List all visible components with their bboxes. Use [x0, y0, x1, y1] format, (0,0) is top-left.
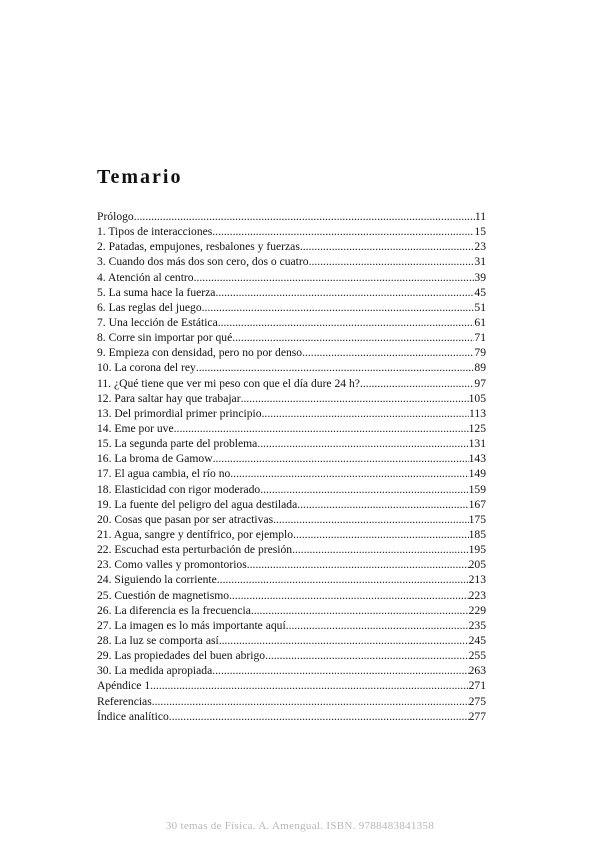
toc-entry-page: 61 [474, 315, 486, 329]
toc-entry-page: 223 [468, 588, 486, 602]
toc-dot-leader [302, 345, 474, 360]
toc-entry-title: 7. Una lección de Estática [97, 315, 218, 329]
toc-entry-title: 21. Agua, sangre y dentífrico, por ejemplo [97, 527, 294, 541]
toc-dot-leader [286, 618, 469, 633]
toc-dot-leader [260, 482, 468, 497]
toc-entry [97, 254, 486, 269]
toc-dot-leader [218, 315, 475, 330]
toc-entry-page: 31 [474, 255, 486, 269]
toc-entry-title: Referencias [97, 694, 152, 708]
toc-entry-title: 27. La imagen es lo más importante aquí [97, 618, 286, 632]
toc-entry-title: 24. Siguiendo la corriente [97, 573, 217, 587]
toc-entry [97, 285, 486, 300]
toc-entry-title: 5. La suma hace la fuerza [97, 285, 216, 299]
toc-entry-page: 23 [474, 240, 486, 254]
toc-entry [97, 224, 486, 239]
toc-entry [97, 270, 486, 285]
toc-dot-leader [215, 285, 474, 300]
toc-entry [97, 709, 486, 724]
toc-dot-leader [230, 466, 468, 481]
toc-dot-leader [169, 709, 469, 724]
toc-entry-page: 71 [474, 331, 486, 345]
toc-entry [97, 512, 486, 527]
toc-entry [97, 527, 486, 542]
toc-entry [97, 694, 486, 709]
toc-entry-title: 1. Tipos de interacciones [97, 225, 213, 239]
toc-entry-page: 11 [474, 210, 486, 223]
toc-entry [97, 376, 486, 391]
toc-entry-title: 17. El agua cambia, el río no [97, 467, 231, 481]
toc-dot-leader [309, 254, 475, 269]
toc-dot-leader [273, 512, 469, 527]
page-title: Temario [97, 166, 183, 188]
toc-entry [97, 466, 486, 481]
toc-entry-title: Apéndice 1 [97, 679, 151, 693]
toc-entry-title: 11. ¿Qué tiene que ver mi peso con que el día dure 24 h? [97, 376, 360, 390]
toc-dot-leader [202, 300, 475, 315]
toc-entry [97, 482, 486, 497]
toc-entry-page: 89 [474, 361, 486, 375]
toc-dot-leader [265, 648, 469, 663]
toc-entry [97, 678, 486, 693]
toc-entry [97, 436, 486, 451]
toc-entry-title: 22. Escuchad esta perturbación de presión [97, 543, 293, 557]
toc-entry-title: 16. La broma de Gamow [97, 452, 213, 466]
footer-watermark: 30 temas de Física. A. Amengual. ISBN. 9788483841358 [165, 820, 435, 832]
toc-entry-page: 245 [468, 633, 486, 647]
toc-entry-title: 25. Cuestión de magnetismo [97, 588, 230, 602]
toc-dot-leader [297, 497, 468, 512]
toc-entry-page: 271 [468, 679, 486, 693]
toc-entry-page: 143 [468, 452, 486, 466]
toc-entry [97, 542, 486, 557]
toc-entry-page: 159 [468, 482, 486, 496]
toc-dot-leader [293, 527, 469, 542]
toc-entry-title: 18. Elasticidad con rigor moderado [97, 482, 261, 496]
toc-entry-title: Índice analítico [97, 709, 169, 723]
toc-dot-leader [194, 270, 475, 285]
toc-entry-page: 185 [468, 527, 486, 541]
toc-dot-leader [213, 451, 469, 466]
toc-dot-leader [212, 663, 468, 678]
toc-entry-page: 97 [474, 376, 486, 390]
toc-entry [97, 603, 486, 618]
toc-dot-leader [229, 588, 469, 603]
toc-dot-leader [134, 209, 475, 224]
toc-entry [97, 557, 486, 572]
toc-entry-page: 213 [468, 573, 486, 587]
toc-entry-page: 15 [474, 225, 486, 239]
toc-entry-title: 19. La fuente del peligro del agua destilada [97, 497, 298, 511]
toc-dot-leader [150, 678, 468, 693]
toc-dot-leader [217, 572, 469, 587]
toc-entry-title: 26. La diferencia es la frecuencia [97, 603, 251, 617]
toc-entry [97, 572, 486, 587]
toc-entry-title: 13. Del primordial primer principio [97, 406, 262, 420]
toc-entry-title: 29. Las propiedades del buen abrigo [97, 649, 266, 663]
toc-entry [97, 330, 486, 345]
toc-dot-leader [257, 436, 468, 451]
toc-entry-page: 105 [468, 391, 486, 405]
toc-entry-title: 2. Patadas, empujones, resbalones y fuerzas [97, 240, 300, 254]
toc-entry [97, 451, 486, 466]
toc-entry [97, 315, 486, 330]
toc-dot-leader [152, 694, 469, 709]
toc-dot-leader [219, 633, 469, 648]
toc-dot-leader [292, 542, 469, 557]
toc-dot-leader [262, 406, 470, 421]
toc-entry-title: 30. La medida apropiada [97, 664, 213, 678]
toc-entry-page: 125 [468, 421, 486, 435]
toc-entry-title: Prólogo [97, 210, 134, 223]
toc-entry-page: 45 [474, 285, 486, 299]
toc-entry [97, 391, 486, 406]
toc-entry-page: 235 [468, 618, 486, 632]
toc-entry-page: 131 [468, 437, 486, 451]
toc-entry-title: 15. La segunda parte del problema [97, 437, 258, 451]
toc-entry [97, 209, 486, 224]
toc-entry [97, 663, 486, 678]
toc-entry-page: 39 [474, 270, 486, 284]
toc-entry-page: 149 [468, 467, 486, 481]
toc-entry-page: 113 [469, 406, 486, 420]
toc-entry-title: 28. La luz se comporta así [97, 633, 219, 647]
toc-entry [97, 345, 486, 360]
toc-entry [97, 406, 486, 421]
toc-dot-leader [300, 239, 475, 254]
toc-entry [97, 618, 486, 633]
toc-entry-page: 277 [468, 709, 486, 723]
toc-entry-title: 10. La corona del rey [97, 361, 196, 375]
toc-entry [97, 633, 486, 648]
toc-entry-page: 195 [468, 543, 486, 557]
toc-entry [97, 497, 486, 512]
toc-dot-leader [196, 360, 475, 375]
toc-dot-leader [360, 376, 474, 391]
toc-dot-leader [247, 557, 469, 572]
toc-dot-leader [241, 391, 469, 406]
toc-entry-page: 263 [468, 664, 486, 678]
toc-entry-title: 12. Para saltar hay que trabajar [97, 391, 241, 405]
toc-entry-page: 275 [468, 694, 486, 708]
toc-entry [97, 588, 486, 603]
toc-entry-title: 20. Cosas que pasan por ser atractivas [97, 512, 274, 526]
toc-entry-title: 14. Eme por uve [97, 421, 174, 435]
toc-entry [97, 360, 486, 375]
toc-dot-leader [232, 330, 474, 345]
toc-entry-title: 4. Atención al centro [97, 270, 194, 284]
toc-entry-page: 229 [468, 603, 486, 617]
table-of-contents [97, 209, 486, 724]
toc-entry-page: 51 [474, 300, 486, 314]
toc-entry-title: 3. Cuando dos más dos son cero, dos o cuatro [97, 255, 309, 269]
toc-entry-page: 205 [468, 558, 486, 572]
toc-entry-title: 9. Empieza con densidad, pero no por denso [97, 346, 303, 360]
toc-entry-title: 8. Corre sin importar por qué [97, 331, 233, 345]
toc-entry [97, 648, 486, 663]
toc-dot-leader [251, 603, 469, 618]
toc-entry-page: 255 [468, 649, 486, 663]
toc-entry-title: 23. Como valles y promontorios [97, 558, 247, 572]
toc-dot-leader [212, 224, 474, 239]
toc-entry [97, 300, 486, 315]
toc-entry-page: 175 [468, 512, 486, 526]
toc-entry-title: 6. Las reglas del juego [97, 300, 202, 314]
toc-entry-page: 167 [468, 497, 486, 511]
toc-entry [97, 421, 486, 436]
toc-dot-leader [174, 421, 469, 436]
toc-entry [97, 239, 486, 254]
toc-entry-page: 79 [474, 346, 486, 360]
